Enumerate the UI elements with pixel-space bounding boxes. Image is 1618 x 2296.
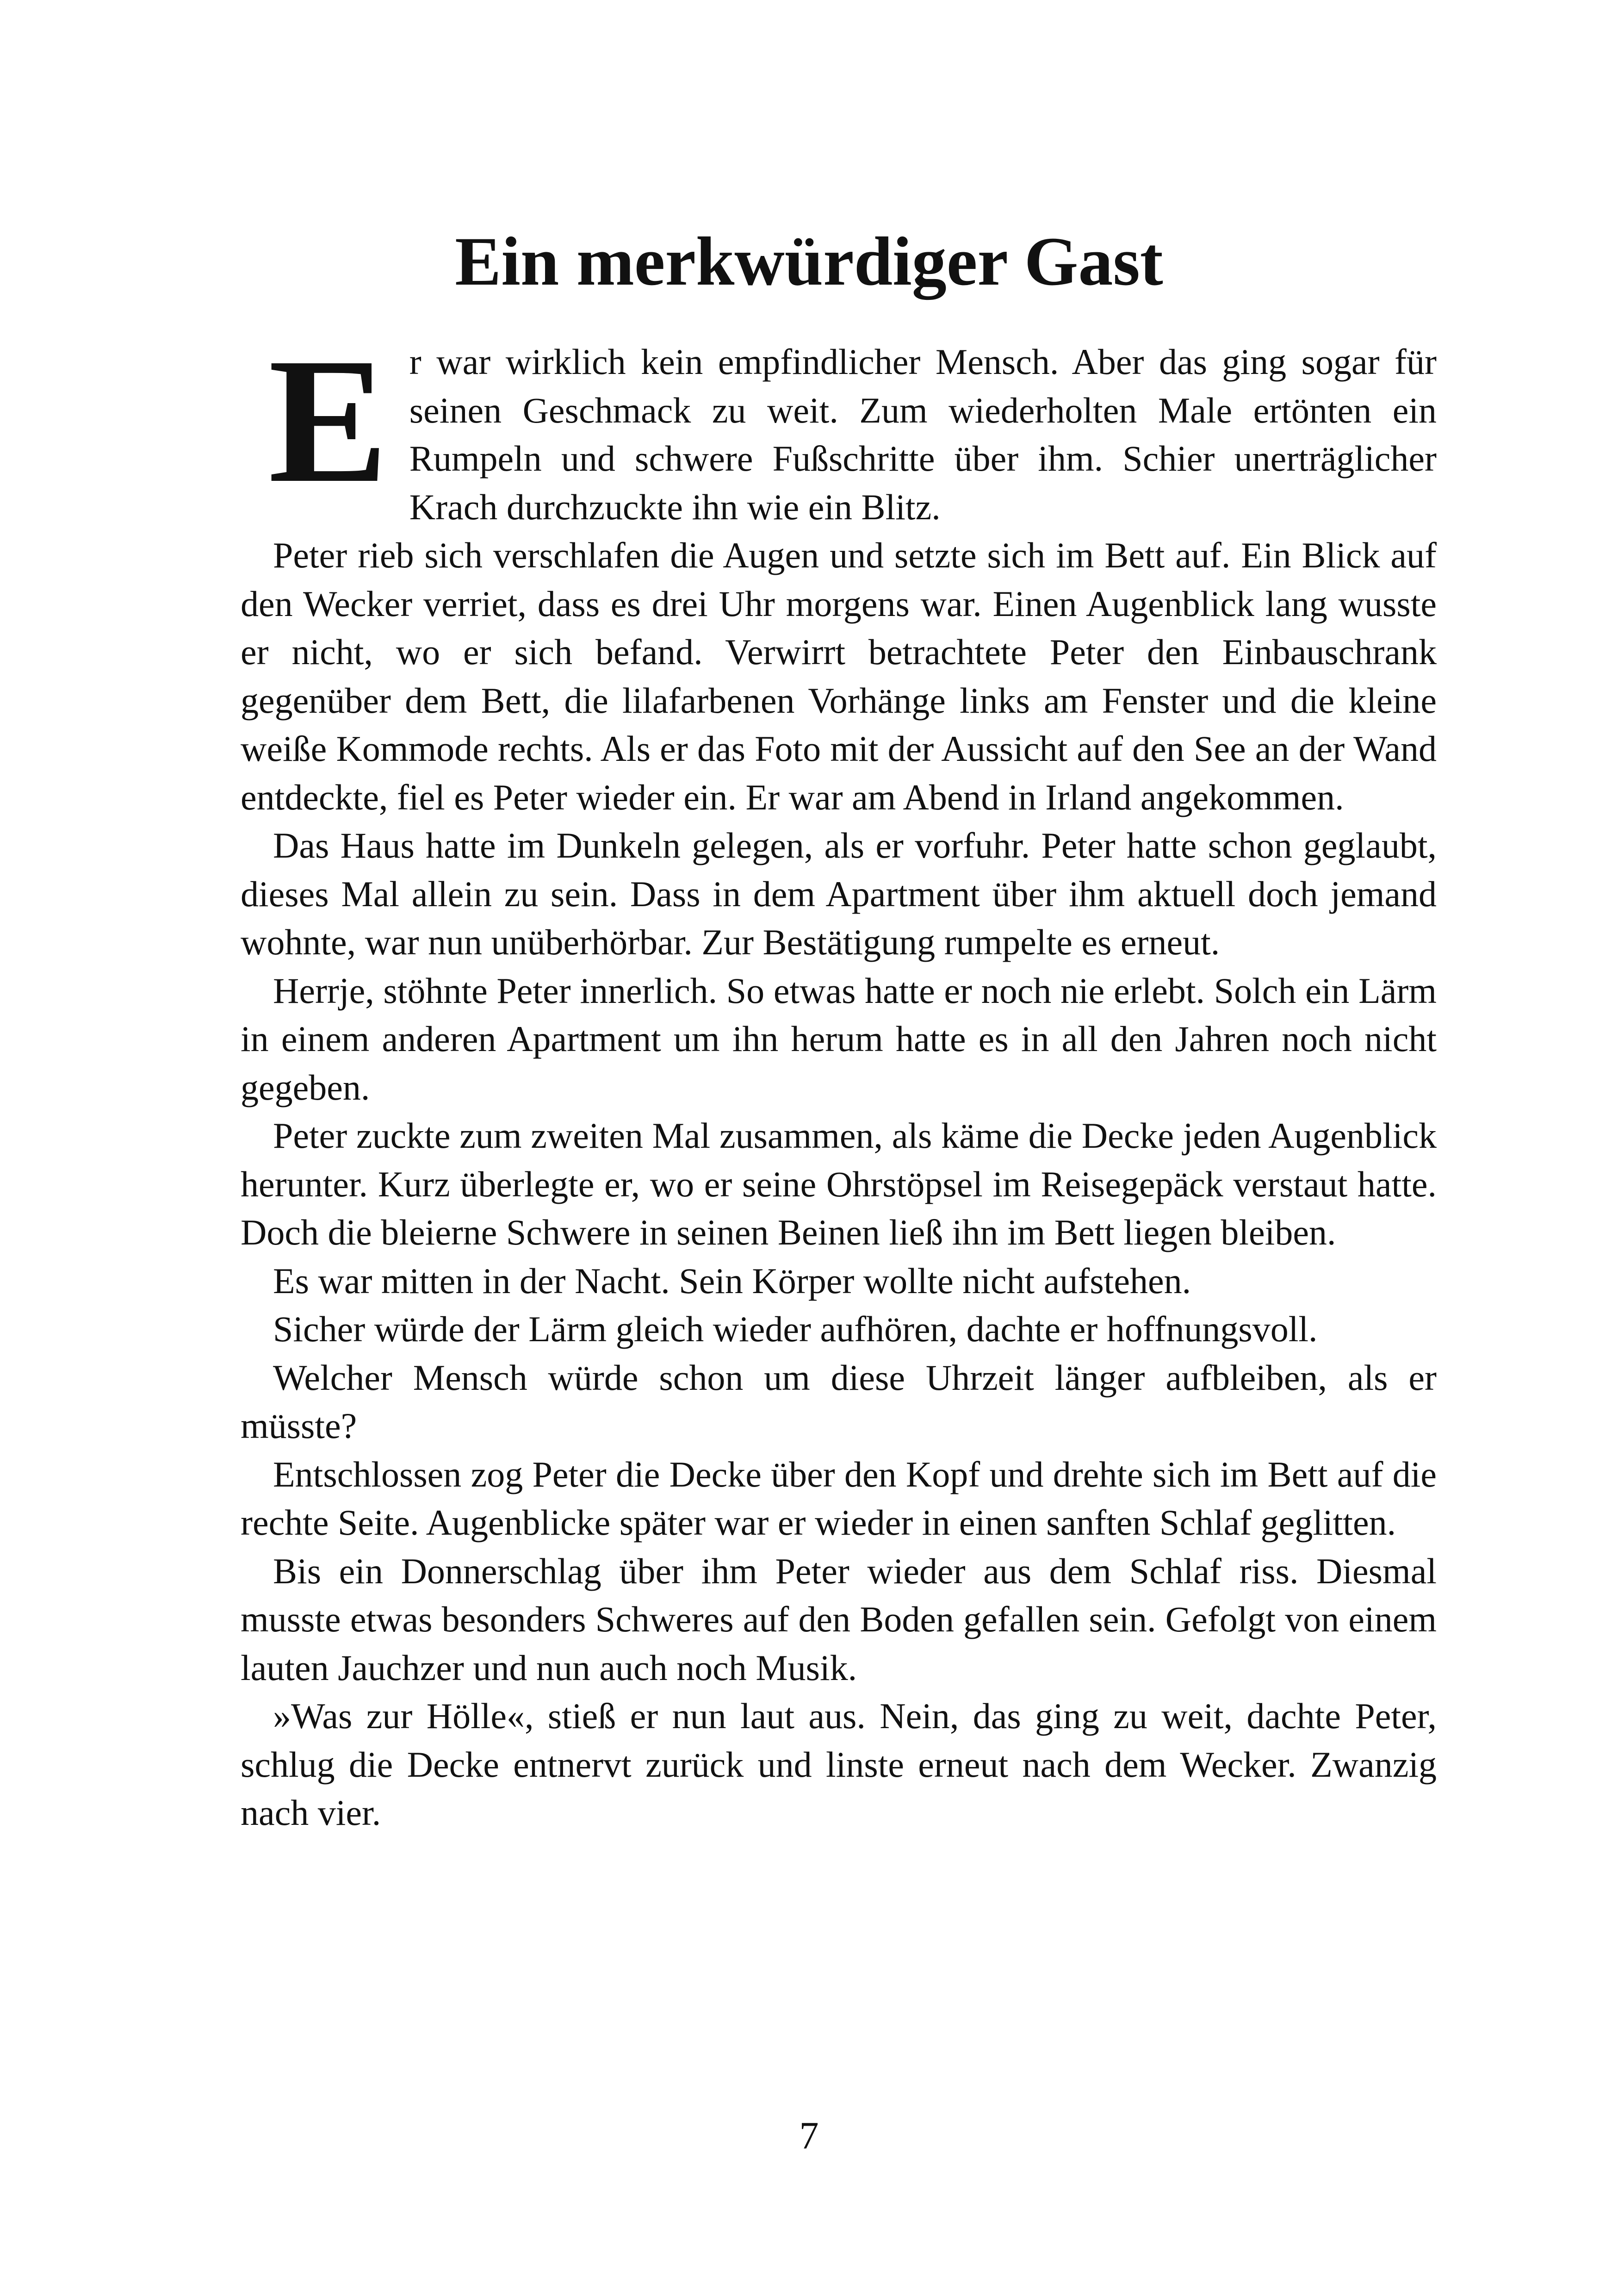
paragraph-3: Das Haus hatte im Dunkeln gelegen, als er vorfuhr. Peter hatte schon geglaubt, dieses Mal allein zu sein. Dass in dem Apartment über ihm aktuell doch jemand wohnte, war nun unüberhörbar. Zur Bestätigung rumpelte es erneut. [241, 825, 1437, 962]
page-number: 7 [799, 2114, 819, 2157]
paragraph-4: Herrje, stöhnte Peter innerlich. So etwas hatte er noch nie erlebt. Solch ein Lärm in einem anderen Apartment um ihn herum hatte es in all den Jahren noch nicht gegeben. [241, 970, 1437, 1108]
paragraph-11: »Was zur Hölle«, stieß er nun laut aus. Nein, das ging zu weit, dachte Peter, schlug die Decke entnervt zurück und linste erneut nach dem Wecker. Zwanzig nach vier. [241, 1696, 1437, 1833]
paragraph-9: Entschlossen zog Peter die Decke über den Kopf und drehte sich im Bett auf die rechte Seite. Augenblicke später war er wieder in einen sanften Schlaf geglitten. [241, 1454, 1437, 1543]
chapter-body [241, 321, 1437, 1837]
paragraph-2: Peter rieb sich verschlafen die Augen und setzte sich im Bett auf. Ein Blick auf den Wecker verriet, dass es drei Uhr morgens war. Einen Augenblick lang wusste er nicht, wo er sich befand. Verwirrt betrachtete Peter den Einbauschrank gegenüber dem Bett, die lilafarbenen Vorhänge links am Fenster und die kleine weiße Kommode rechts. Als er das Foto mit der Aussicht auf den See an der Wand entdeckte, fiel es Peter wieder ein. Er war am Abend in Irland angekommen. [241, 535, 1437, 817]
paragraph-6: Es war mitten in der Nacht. Sein Körper wollte nicht aufstehen. [273, 1260, 1191, 1301]
paragraph-1-text: r war wirklich kein empfindlicher Mensch. Aber das ging sogar für seinen Geschmack zu weit. Zum wiederholten Male ertönten ein Rumpeln und schwere Fußschritte über ihm. Schier unerträglicher Krach durchzuckte ihn wie ein Blitz. [409, 342, 1437, 527]
paragraph-5: Peter zuckte zum zweiten Mal zusammen, als käme die Decke jeden Augenblick herunter. Kurz überlegte er, wo er seine Ohrstöpsel im Reisegepäck verstaut hatte. Doch die bleierne Schwere in seinen Beinen ließ ihn im Bett liegen bleiben. [241, 1115, 1437, 1252]
paragraph-1 [241, 321, 1437, 531]
chapter-title: Ein merkwürdiger Gast [455, 223, 1163, 300]
paragraph-10: Bis ein Donnerschlag über ihm Peter wieder aus dem Schlaf riss. Diesmal musste etwas besonders Schweres auf den Boden gefallen sein. Gefolgt von einem lauten Jauchzer und nun auch noch Musik. [241, 1550, 1437, 1688]
paragraph-8: Welcher Mensch würde schon um diese Uhrzeit länger aufbleiben, als er müsste? [241, 1357, 1437, 1446]
drop-cap: E [268, 321, 388, 520]
paragraph-7: Sicher würde der Lärm gleich wieder aufhören, dachte er hoffnungsvoll. [273, 1309, 1318, 1349]
